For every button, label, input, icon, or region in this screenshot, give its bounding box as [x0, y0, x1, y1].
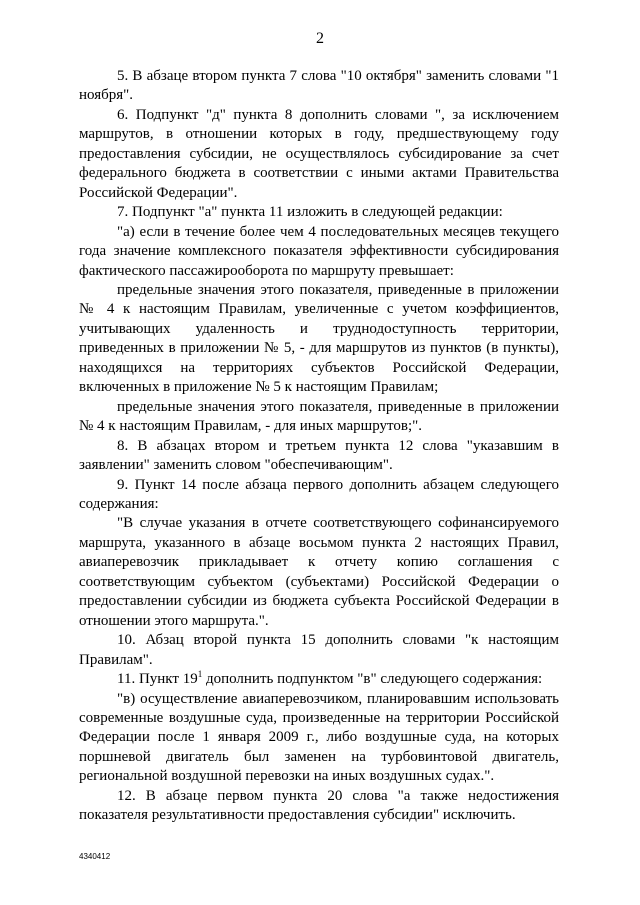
document-code: 4340412 [79, 852, 111, 861]
paragraph-item-11-end: дополнить подпунктом "в" следующего содержания: [202, 671, 543, 688]
paragraph-item-8: 8. В абзацах втором и третьем пункта 12 слова "указавшим в заявлении" заменить словом "обеспечивающим". [79, 437, 559, 474]
paragraph-limit-values-1: предельные значения этого показателя, приведенные в приложении № 4 к настоящим Правилам, увеличенные с учетом коэффициентов, учитывающих удаленность и труднодоступность территории, приведенных в приложении № 5, - для маршрутов из пунктов (в пункты), находящихся на территориях субъектов Российской Федерации, включенных в приложение № 5 к настоящим Правилам; [79, 281, 559, 396]
paragraph-item-11-start: 11. Пункт 19 [117, 671, 198, 688]
paragraph-quote-a: "а) если в течение более чем 4 последовательных месяцев текущего года значение комплексного показателя эффективности субсидирования фактического пассажирооборота по маршруту превышает: [79, 223, 559, 279]
paragraph-item-9: 9. Пункт 14 после абзаца первого дополнить абзацем следующего содержания: [79, 476, 559, 512]
paragraph-item-7: 7. Подпункт "а" пункта 11 изложить в следующей редакции: [117, 204, 503, 221]
paragraph-quote-report: "В случае указания в отчете соответствующего софинансируемого маршрута, указанного в абзаце восьмом пункта 2 настоящих Правил, авиаперевозчик прикладывает к отчету копию соглашения с соответствующим субъектом (субъектами) Российской Федерации о предоставлении субсидии из бюджета субъекта Российской Федерации в отношении этого маршрута.". [79, 515, 559, 629]
superscript-one: 1 [197, 669, 203, 680]
document-body [79, 67, 559, 826]
paragraph-item-6: 6. Подпункт "д" пункта 8 дополнить словами ", за исключением маршрутов, в отношении которых в году, предшествующему году предоставления субсидии, не осуществлялось субсидирование за счет федерального бюджета в соответствии с иными актами Правительства Российской Федерации". [79, 106, 559, 201]
paragraph-item-11 [79, 670, 559, 689]
paragraph-quote-v: "в) осуществление авиаперевозчиком, планировавшим использовать современные воздушные суда, произведенные на территории Российской Федерации после 1 января 2009 г., либо воздушные суда, на которых поршневой двигатель был заменен на турбовинтовой двигатель, региональной воздушной перевозки на иных воздушных судах.". [79, 690, 559, 785]
paragraph-item-10: 10. Абзац второй пункта 15 дополнить словами "к настоящим Правилам". [79, 632, 559, 668]
paragraph-limit-values-2: предельные значения этого показателя, приведенные в приложении № 4 к настоящим Правилам, - для иных маршрутов;". [79, 398, 559, 435]
page-number: 2 [316, 30, 324, 47]
paragraph-item-12: 12. В абзаце первом пункта 20 слова "а также недостижения показателя результативности предоставления субсидии" исключить. [79, 787, 559, 824]
paragraph-item-5: 5. В абзаце втором пункта 7 слова "10 октября" заменить словами "1 ноября". [79, 68, 559, 104]
